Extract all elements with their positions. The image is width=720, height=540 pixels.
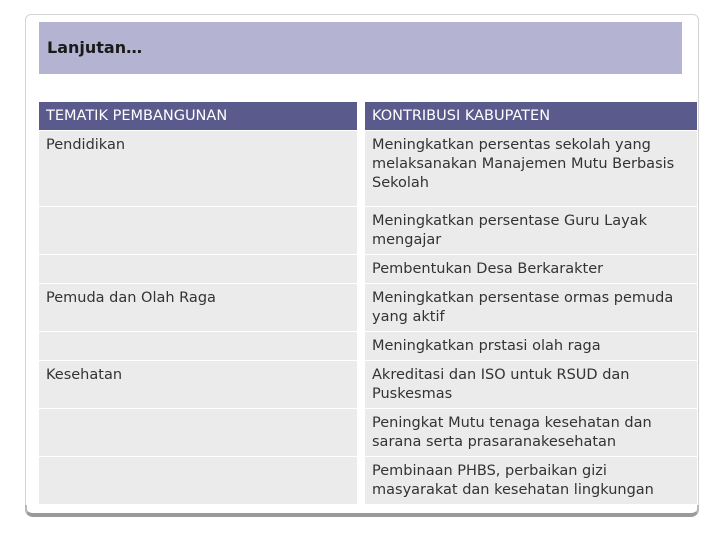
kontribusi-cell: Meningkatkan prstasi olah raga [361, 332, 697, 361]
table-header-row [39, 102, 697, 131]
kontribusi-cell: Meningkatkan persentase ormas pemuda yang aktif [361, 284, 697, 332]
table-row [39, 457, 697, 505]
table-row [39, 332, 697, 361]
header-tematik: TEMATIK PEMBANGUNAN [39, 102, 361, 131]
table-row [39, 409, 697, 457]
tema-cell [39, 207, 361, 255]
table-row [39, 131, 697, 207]
slide-title: Lanjutan… [47, 38, 143, 57]
tema-cell [39, 255, 361, 284]
kontribusi-cell: Meningkatkan persentase Guru Layak mengajar [361, 207, 697, 255]
tema-cell: Pemuda dan Olah Raga [39, 284, 361, 332]
kontribusi-cell: Meningkatkan persentas sekolah yang melaksanakan Manajemen Mutu Berbasis Sekolah [361, 131, 697, 207]
kontribusi-cell: Peningkat Mutu tenaga kesehatan dan sarana serta prasaranakesehatan [361, 409, 697, 457]
kontribusi-cell: Akreditasi dan ISO untuk RSUD dan Puskesmas [361, 361, 697, 409]
table-row [39, 207, 697, 255]
kontribusi-cell: Pembinaan PHBS, perbaikan gizi masyarakat dan kesehatan lingkungan [361, 457, 697, 505]
table-row [39, 255, 697, 284]
header-kontribusi: KONTRIBUSI KABUPATEN [361, 102, 697, 131]
tema-cell [39, 457, 361, 505]
table-row [39, 284, 697, 332]
slide-bottom-edge [25, 505, 699, 517]
table-row [39, 361, 697, 409]
tema-cell: Pendidikan [39, 131, 361, 207]
kontribusi-cell: Pembentukan Desa Berkarakter [361, 255, 697, 284]
tema-cell: Kesehatan [39, 361, 361, 409]
tema-cell [39, 332, 361, 361]
contribution-table [39, 102, 697, 504]
tema-cell [39, 409, 361, 457]
